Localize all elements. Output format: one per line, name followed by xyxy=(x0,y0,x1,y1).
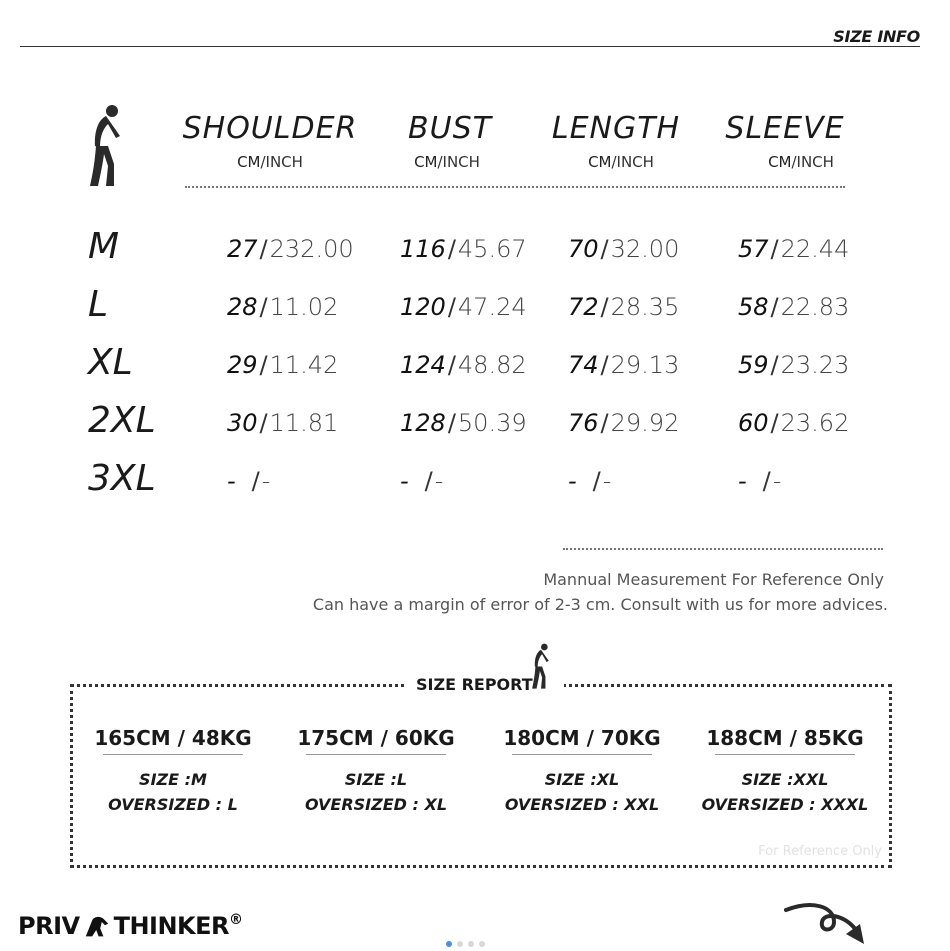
cell-cm-value: 57 xyxy=(738,235,769,263)
cell-cm-value: 27 xyxy=(227,235,258,263)
page-title: SIZE INFO xyxy=(833,27,920,46)
cell-cm-value: 70 xyxy=(568,235,599,263)
cell-cm-value: - xyxy=(227,467,236,495)
table-cell xyxy=(400,345,570,385)
pagination-dot[interactable] xyxy=(457,941,463,947)
cell-cm-value: 28 xyxy=(227,293,258,321)
table-cell xyxy=(568,345,738,385)
cell-separator: / xyxy=(600,351,609,379)
cell-cm-value: 72 xyxy=(568,293,599,321)
note-dotted-divider xyxy=(563,548,883,550)
header-divider xyxy=(20,46,920,47)
cell-separator: / xyxy=(424,467,433,495)
recommended-size: SIZE :XL xyxy=(544,770,620,789)
cell-cm-value: 120 xyxy=(400,293,446,321)
cell-cm-value: 59 xyxy=(738,351,769,379)
entry-underline xyxy=(512,754,652,755)
carousel-pagination[interactable] xyxy=(446,932,490,951)
cell-inch-value: 22.83 xyxy=(780,293,850,321)
cell-inch-value: 47.24 xyxy=(457,293,527,321)
size-report-entry xyxy=(276,724,476,817)
oversized-size: OVERSIZED : XXXL xyxy=(701,795,869,814)
cell-inch-value: 50.39 xyxy=(457,409,527,437)
cell-inch-value: 23.62 xyxy=(780,409,850,437)
pagination-dot[interactable] xyxy=(446,941,452,947)
oversized-size: OVERSIZED : XXL xyxy=(504,795,660,814)
cell-separator: / xyxy=(259,409,268,437)
cell-inch-value: 28.35 xyxy=(610,293,680,321)
cell-separator: / xyxy=(447,293,456,321)
cell-inch-value: 232.00 xyxy=(269,235,354,263)
size-label: 3XL xyxy=(88,458,156,499)
size-report-entry xyxy=(73,724,273,817)
header-dotted-divider xyxy=(185,186,845,188)
pagination-dot[interactable] xyxy=(479,941,485,947)
table-cell xyxy=(738,461,908,501)
entry-underline xyxy=(715,754,855,755)
cell-separator: / xyxy=(770,351,779,379)
column-title-sleeve: SLEEVE xyxy=(725,111,845,146)
table-cell xyxy=(738,403,908,443)
cell-separator: / xyxy=(259,235,268,263)
column-title-bust: BUST xyxy=(408,111,492,146)
size-label: L xyxy=(88,284,109,325)
cell-cm-value: 128 xyxy=(400,409,446,437)
brand-ape-icon xyxy=(80,914,114,938)
cell-separator: / xyxy=(770,409,779,437)
cell-separator: / xyxy=(770,293,779,321)
oversized-size: OVERSIZED : XL xyxy=(304,795,448,814)
table-cell xyxy=(738,345,908,385)
table-cell xyxy=(568,229,738,269)
recommended-size: SIZE :L xyxy=(344,770,408,789)
table-cell xyxy=(400,287,570,327)
cell-inch-value: - xyxy=(602,467,612,495)
column-unit-length: CM/INCH xyxy=(588,153,654,171)
cell-cm-value: 60 xyxy=(738,409,769,437)
body-measurement: 175CM / 60KG xyxy=(297,726,455,750)
cell-inch-value: 45.67 xyxy=(457,235,527,263)
cell-inch-value: 22.44 xyxy=(780,235,850,263)
cell-inch-value: 11.42 xyxy=(269,351,339,379)
cell-separator: / xyxy=(447,351,456,379)
cell-inch-value: 29.92 xyxy=(610,409,680,437)
cell-cm-value: 124 xyxy=(400,351,446,379)
cell-separator: / xyxy=(600,409,609,437)
table-cell xyxy=(400,403,570,443)
cell-cm-value: 58 xyxy=(738,293,769,321)
column-unit-shoulder: CM/INCH xyxy=(237,153,303,171)
cell-cm-value: - xyxy=(400,467,409,495)
body-measurement: 165CM / 48KG xyxy=(94,726,252,750)
cell-cm-value: - xyxy=(738,467,747,495)
body-measurement: 180CM / 70KG xyxy=(503,726,661,750)
cell-separator: / xyxy=(592,467,601,495)
cell-inch-value: - xyxy=(261,467,271,495)
table-cell xyxy=(227,403,397,443)
entry-underline xyxy=(103,754,243,755)
recommended-size: SIZE :XXL xyxy=(741,770,829,789)
cell-separator: / xyxy=(259,351,268,379)
column-unit-bust: CM/INCH xyxy=(414,153,480,171)
cell-inch-value: - xyxy=(772,467,782,495)
cell-separator: / xyxy=(762,467,771,495)
note-margin: Can have a margin of error of 2-3 cm. Consult with us for more advices. xyxy=(312,595,888,614)
table-cell xyxy=(738,229,908,269)
cell-separator: / xyxy=(447,409,456,437)
size-report-title: SIZE REPORT xyxy=(416,675,533,694)
cell-cm-value: 116 xyxy=(400,235,446,263)
cell-inch-value: 48.82 xyxy=(457,351,527,379)
pagination-dot[interactable] xyxy=(468,941,474,947)
curly-arrow-icon xyxy=(782,900,872,950)
size-label: M xyxy=(88,226,120,267)
walking-ape-icon xyxy=(529,642,553,692)
cell-cm-value: 74 xyxy=(568,351,599,379)
table-cell xyxy=(568,461,738,501)
cell-separator: / xyxy=(251,467,260,495)
cell-cm-value: 29 xyxy=(227,351,258,379)
column-title-shoulder: SHOULDER xyxy=(182,111,358,146)
table-cell xyxy=(400,461,570,501)
table-cell xyxy=(227,229,397,269)
cell-cm-value: - xyxy=(568,467,577,495)
size-report-entry xyxy=(482,724,682,817)
table-cell xyxy=(400,229,570,269)
cell-inch-value: 11.02 xyxy=(269,293,339,321)
cell-separator: / xyxy=(770,235,779,263)
column-unit-sleeve: CM/INCH xyxy=(768,153,834,171)
cell-separator: / xyxy=(447,235,456,263)
cell-cm-value: 30 xyxy=(227,409,258,437)
cell-inch-value: 23.23 xyxy=(780,351,850,379)
body-measurement: 188CM / 85KG xyxy=(706,726,864,750)
table-cell xyxy=(227,461,397,501)
column-title-length: LENGTH xyxy=(551,111,681,146)
cell-cm-value: 76 xyxy=(568,409,599,437)
table-cell xyxy=(227,345,397,385)
cell-inch-value: 29.13 xyxy=(610,351,680,379)
cell-separator: / xyxy=(600,293,609,321)
oversized-size: OVERSIZED : L xyxy=(108,795,238,814)
size-label: 2XL xyxy=(88,400,156,441)
table-cell xyxy=(568,287,738,327)
table-cell xyxy=(227,287,397,327)
table-cell xyxy=(738,287,908,327)
size-label: XL xyxy=(88,342,133,383)
entry-underline xyxy=(306,754,446,755)
reference-note: For Reference Only xyxy=(758,844,882,859)
note-reference: Mannual Measurement For Reference Only xyxy=(543,570,884,589)
table-cell xyxy=(568,403,738,443)
cell-inch-value: 32.00 xyxy=(610,235,680,263)
recommended-size: SIZE :M xyxy=(139,770,207,789)
size-report-entry xyxy=(685,724,885,817)
cell-inch-value: - xyxy=(434,467,444,495)
cell-inch-value: 11.81 xyxy=(269,409,339,437)
cell-separator: / xyxy=(259,293,268,321)
walking-ape-icon xyxy=(86,102,126,192)
brand-logo: PRIV THINKER® xyxy=(18,912,243,940)
cell-separator: / xyxy=(600,235,609,263)
